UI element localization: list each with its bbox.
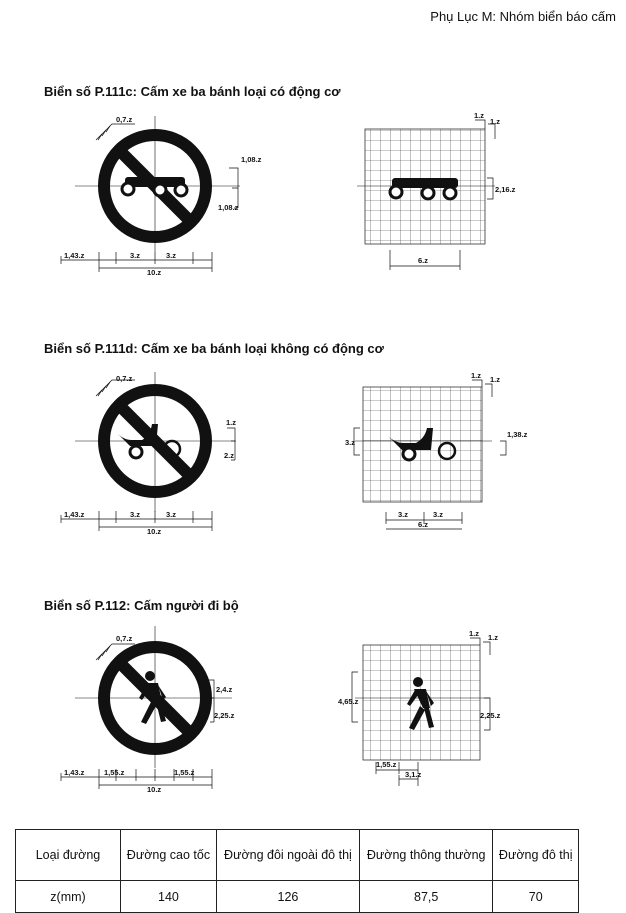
dim-grid-side: 1,38.z [507,430,528,439]
table-header-cell: Đường đôi ngoài đô thị [216,830,359,881]
table-header-cell: Loại đường [16,830,121,881]
z-value-table [15,829,579,913]
dim-grid-bottom-total: 6.z [418,520,429,529]
dim-grid-bottom-a: 3.z [398,510,409,519]
dim-grid-top2: 1.z [490,117,501,126]
motor-tricycle-icon [122,177,187,196]
dim-bottom-b: 3.z [130,251,141,260]
dim-ring: 0,7.z [116,374,133,383]
dim-right-b: 2.z [224,451,235,460]
dim-grid-top1: 1.z [471,371,482,380]
table-row [16,881,579,913]
table-cell: 87,5 [360,881,493,913]
grid-p111c [357,111,516,270]
dim-grid-bottom-a: 1,55.z [376,760,397,769]
grid-p111d [345,371,528,529]
dim-grid-side: 2,16.z [495,185,516,194]
sign-title-p111c: Biển số P.111c: Cấm xe ba bánh loại có động cơ [44,84,341,99]
dim-right-a: 1,08.z [241,155,262,164]
sign-p112-diagram [61,626,235,794]
appendix-header: Phụ Lục M: Nhóm biển báo cấm [430,9,616,24]
table-header-cell: Đường đô thị [493,830,579,881]
sign-p111d-diagram [61,372,236,536]
table-cell: 126 [216,881,359,913]
dim-ring: 0,7.z [116,634,133,643]
table-cell: 70 [493,881,579,913]
table-header-cell: Đường cao tốc [121,830,217,881]
dim-right-b: 1,08.z [218,203,239,212]
motor-tricycle-grid-icon [390,178,458,199]
dim-bottom-a: 1,43.z [64,510,85,519]
dim-bottom-a: 1,43.z [64,768,85,777]
dim-bottom-b: 3.z [130,510,141,519]
dim-bottom-b: 1,55.z [104,768,125,777]
sign-title-p111d: Biển số P.111d: Cấm xe ba bánh loại không có động cơ [44,341,384,356]
dim-grid-bottom-b: 3.z [433,510,444,519]
sign-title-p112: Biển số P.112: Cấm người đi bộ [44,598,239,613]
table-cell: 140 [121,881,217,913]
sign-p111c-diagram [61,115,262,277]
table-row-label: z(mm) [16,881,121,913]
dim-right-b: 2,25.z [214,711,235,720]
dim-grid-top2: 1.z [488,633,499,642]
dim-grid-top1: 1.z [469,629,480,638]
table-header-row [16,830,579,881]
dim-grid-top2: 1.z [490,375,501,384]
dim-right-a: 2,4.z [216,685,233,694]
table-header-cell: Đường thông thường [360,830,493,881]
dim-grid-side: 2,25.z [480,711,501,720]
dim-ring: 0,7.z [116,115,133,124]
dim-bottom-total: 10.z [147,785,162,794]
dim-bottom-c: 3.z [166,251,177,260]
dim-bottom-total: 10.z [147,268,162,277]
dim-right-a: 1.z [226,418,237,427]
dim-grid-left: 4,65.z [338,697,359,706]
grid-p112 [338,629,501,786]
dim-grid-bottom-b: 3,1.z [405,770,422,779]
dim-bottom-c: 1,55.z [174,768,195,777]
dim-grid-bottom: 6.z [418,256,429,265]
dim-bottom-a: 1,43.z [64,251,85,260]
dim-bottom-c: 3.z [166,510,177,519]
dim-bottom-total: 10.z [147,527,162,536]
dim-grid-left: 3.z [345,438,356,447]
dim-grid-top1: 1.z [474,111,485,120]
